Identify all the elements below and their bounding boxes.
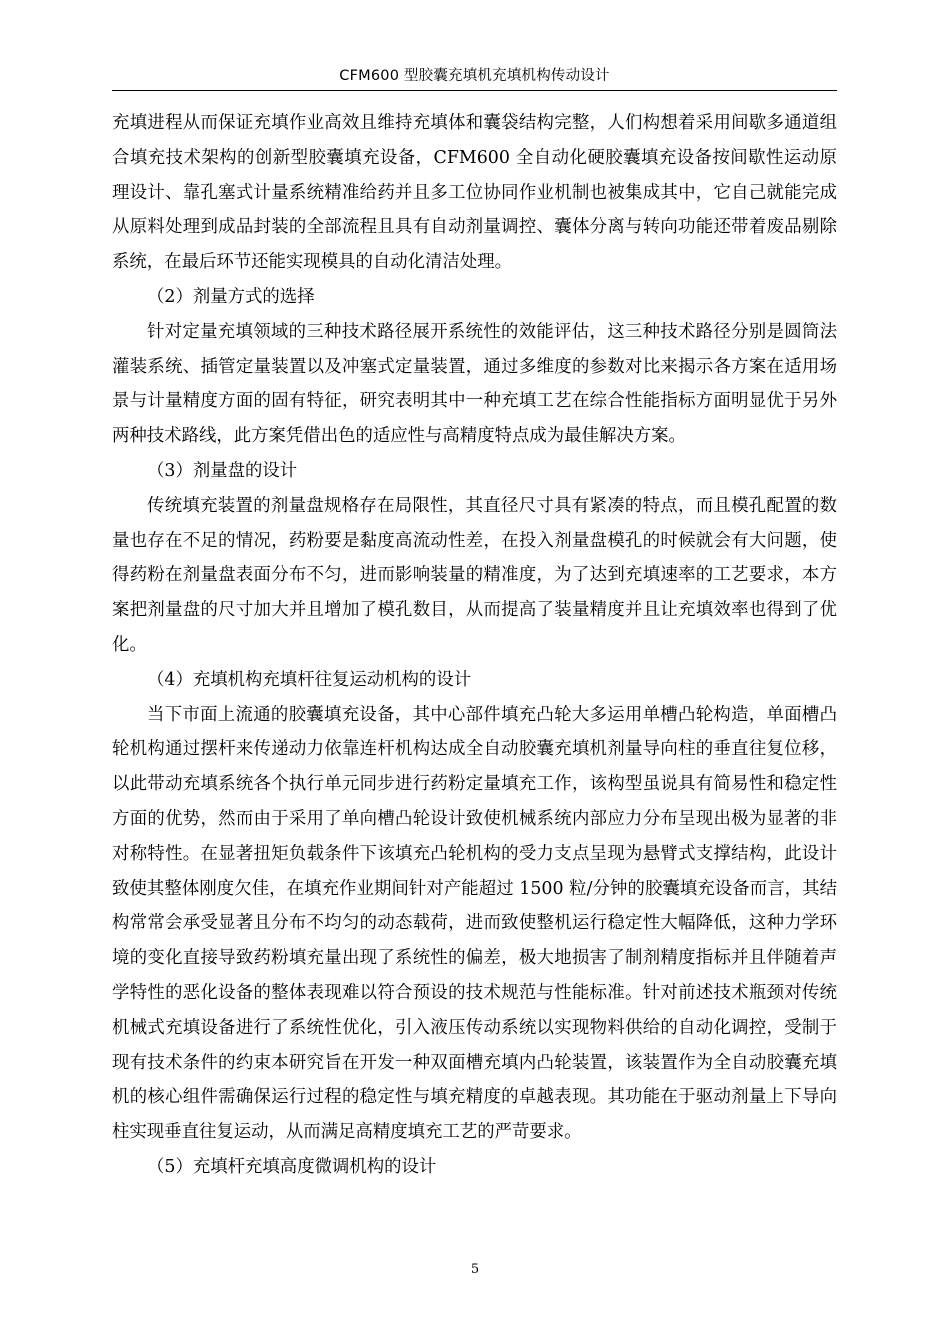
page-header-title: CFM600 型胶囊充填机充填机构传动设计 [339,68,610,84]
paragraph-3: 传统填充装置的剂量盘规格存在局限性，其直径尺寸具有紧凑的特点，而且模孔配置的数量也存在不足的情况，药粉要是黏度高流动性差，在投入剂量盘模孔的时候就会有大问题，使得药粉在剂量盘表面分布不匀，进而影响装量的精准度，为了达到充填速率的工艺要求，本方案把剂量盘的尺寸加大并且增加了模孔数目，从而提高了装量精度并且让充填效率也得到了优化。 [112,495,837,655]
paragraph-4: 当下市面上流通的胶囊填充设备，其中心部件填充凸轮大多运用单槽凸轮构造，单面槽凸轮机构通过摆杆来传递动力依靠连杆机构达成全自动胶囊充填机剂量导向柱的垂直往复位移，以此带动充填系统各个执行单元同步进行药粉定量填充工作，该构型虽说具有简易性和稳定性方面的优势，然而由于采用了单向槽凸轮设计致使机械系统内部应力分布呈现出极为显著的非对称特性。在显著扭矩负载条件下该填充凸轮机构的受力支点呈现为悬臂式支撑结构，此设计致使其整体刚度欠佳，在填充作业期间针对产能超过 1500 粒/分钟的胶囊填充设备而言，其结构常常会承受显著且分布不均匀的动态载荷，进而致使整机运行稳定性大幅降低，这种力学环境的变化直接导致药粉填充量出现了系统性的偏差，极大地损害了制剂精度指标并且伴随着声学特性的恶化设备的整体表现难以符合预设的技术规范与性能标准。针对前述技术瓶颈对传统机械式充填设备进行了系统性优化，引入液压传动系统以实现物料供给的自动化调控，受制于现有技术条件的约束本研究旨在开发一种双面槽充填内凸轮装置，该装置作为全自动胶囊充填机的核心组件需确保运行过程的稳定性与填充精度的卓越表现。其功能在于驱动剂量上下导向柱实现垂直往复运动，从而满足高精度填充工艺的严苛要求。 [112,704,837,1143]
paragraph-intro: 充填进程从而保证充填作业高效且维持充填体和囊袋结构完整，人们构想着采用间歇多通道组合填充技术架构的创新型胶囊填充设备，CFM600 全自动化硬胶囊填充设备按间歇性运动原理设计、靠孔塞式计量系统精准给药并且多工位协同作业机制也被集成其中，它自己就能完成从原料处理到成品封装的全部流程且具有自动剂量调控、囊体分离与转向功能还带着废品剔除系统，在最后环节还能实现模具的自动化清洁处理。 [112,113,837,273]
section-heading-4: （4）充填机构充填杆往复运动机构的设计 [147,669,472,690]
section-heading-2: （2）剂量方式的选择 [147,286,315,307]
header-divider [112,90,837,91]
paragraph-2: 针对定量充填领域的三种技术路径展开系统性的效能评估，这三种技术路径分别是圆筒法灌装系统、插管定量装置以及冲塞式定量装置，通过多维度的参数对比来揭示各方案在适用场景与计量精度方面的固有特征，研究表明其中一种充填工艺在综合性能指标方面明显优于另外两种技术路线，此方案凭借出色的适应性与高精度特点成为最佳解决方案。 [112,321,837,447]
page-number: 5 [470,1262,480,1277]
section-heading-3: （3）剂量盘的设计 [147,460,298,481]
section-heading-5: （5）充填杆充填高度微调机构的设计 [147,1156,437,1177]
document-body [112,106,837,1185]
